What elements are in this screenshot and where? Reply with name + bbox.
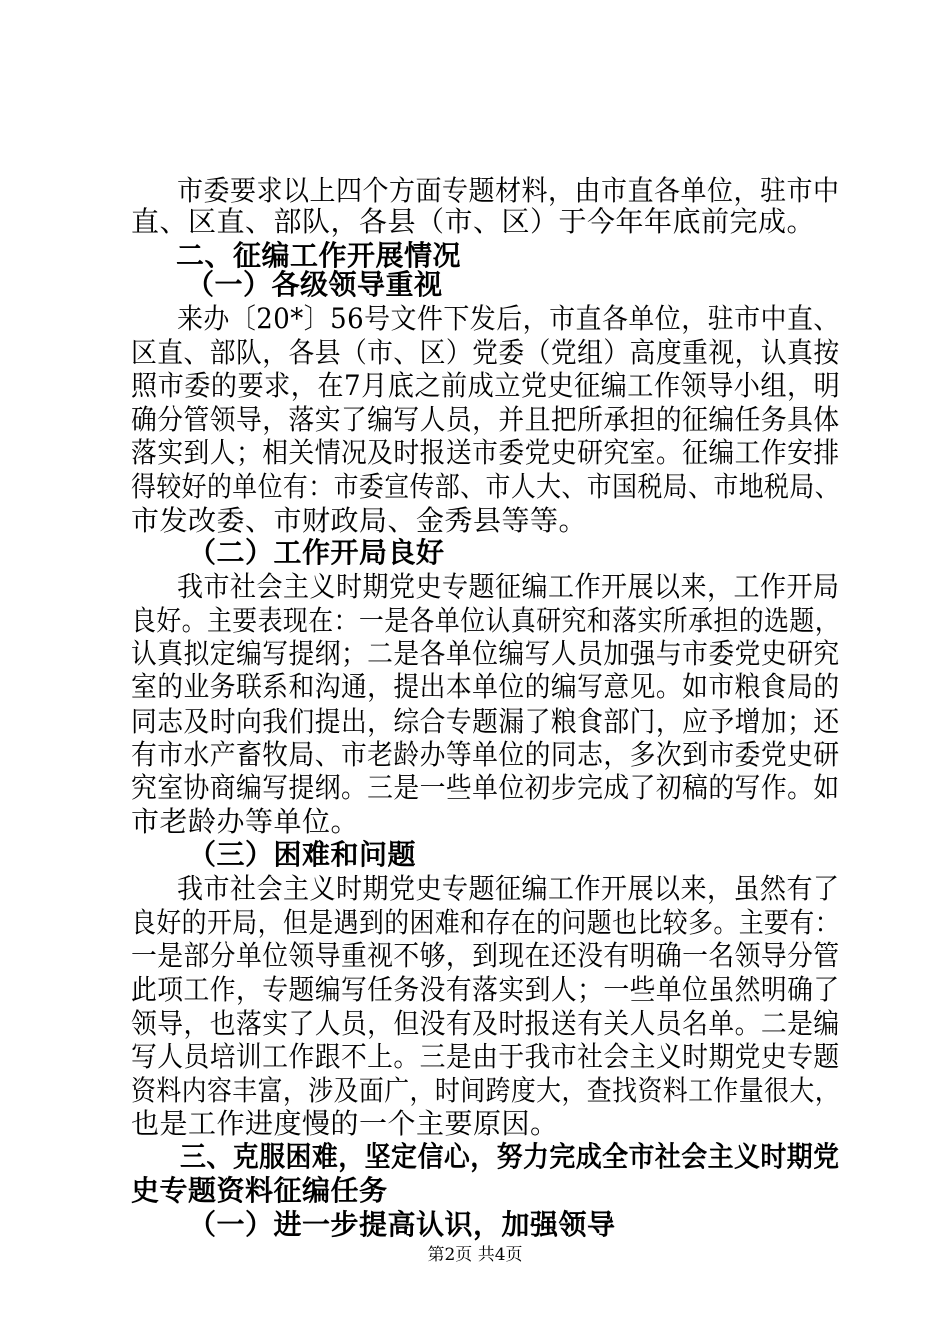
paragraph-line: 来办〔20*〕56号文件下发后，市直各单位，驻市中直、 bbox=[177, 302, 840, 335]
paragraph-line: 市发改委、市财政局、金秀县等等。 bbox=[131, 504, 588, 537]
paragraph-line: 区直、部队，各县（市、区）党委（党组）高度重视，认真按 bbox=[131, 336, 840, 369]
paragraph-line: 得较好的单位有：市委宣传部、市人大、市国税局、市地税局、 bbox=[131, 470, 841, 503]
paragraph-line: 室的业务联系和沟通，提出本单位的编写意见。如市粮食局的 bbox=[131, 670, 840, 703]
section-heading: （三）困难和问题 bbox=[188, 838, 417, 871]
page-footer: 第2页 共4页 bbox=[427, 1245, 523, 1265]
paragraph-line: 我市社会主义时期党史专题征编工作开展以来，工作开局 bbox=[177, 570, 840, 603]
paragraph-line: 写人员培训工作跟不上。三是由于我市社会主义时期党史专题 bbox=[131, 1040, 840, 1073]
paragraph-line: 良好。主要表现在：一是各单位认真研究和落实所承担的选题， bbox=[131, 604, 841, 637]
section-heading: （二）工作开局良好 bbox=[188, 536, 445, 569]
paragraph-line: 我市社会主义时期党史专题征编工作开展以来，虽然有了 bbox=[177, 872, 840, 905]
paragraph-line: 确分管领导，落实了编写人员，并且把所承担的征编任务具体 bbox=[131, 403, 840, 436]
paragraph-line: 良好的开局，但是遇到的困难和存在的问题也比较多。主要有： bbox=[131, 906, 841, 939]
section-heading: （一）各级领导重视 bbox=[186, 268, 443, 301]
paragraph-line: 落实到人；相关情况及时报送市委党史研究室。征编工作安排 bbox=[131, 436, 840, 469]
paragraph-line: 有市水产畜牧局、市老龄办等单位的同志，多次到市委党史研 bbox=[131, 738, 840, 771]
paragraph-line: 同志及时向我们提出，综合专题漏了粮食部门，应予增加；还 bbox=[131, 705, 840, 738]
section-heading: （一）进一步提高认识，加强领导 bbox=[188, 1208, 616, 1241]
paragraph-line: 也是工作进度慢的一个主要原因。 bbox=[131, 1107, 559, 1140]
section-heading: 史专题资料征编任务 bbox=[131, 1174, 388, 1207]
paragraph-line: 此项工作，专题编写任务没有落实到人；一些单位虽然明确了 bbox=[131, 973, 840, 1006]
paragraph-line: 认真拟定编写提纲；二是各单位编写人员加强与市委党史研究 bbox=[131, 637, 840, 670]
paragraph-line: 直、区直、部队，各县（市、区）于今年年底前完成。 bbox=[131, 205, 816, 238]
paragraph-line: 一是部分单位领导重视不够，到现在还没有明确一名领导分管 bbox=[131, 939, 840, 972]
paragraph-line: 市委要求以上四个方面专题材料，由市直各单位，驻市中 bbox=[177, 174, 840, 207]
paragraph-line: 究室协商编写提纲。三是一些单位初步完成了初稿的写作。如 bbox=[131, 771, 840, 804]
section-heading: 三、克服困难，坚定信心，努力完成全市社会主义时期党 bbox=[180, 1140, 840, 1173]
paragraph-line: 市老龄办等单位。 bbox=[131, 805, 360, 838]
paragraph-line: 领导，也落实了人员，但没有及时报送有关人员名单。二是编 bbox=[131, 1007, 840, 1040]
paragraph-line: 照市委的要求，在7月底之前成立党史征编工作领导小组，明 bbox=[131, 369, 841, 402]
paragraph-line: 资料内容丰富，涉及面广，时间跨度大，查找资料工作量很大， bbox=[131, 1074, 841, 1107]
section-heading: 二、征编工作开展情况 bbox=[176, 239, 462, 272]
